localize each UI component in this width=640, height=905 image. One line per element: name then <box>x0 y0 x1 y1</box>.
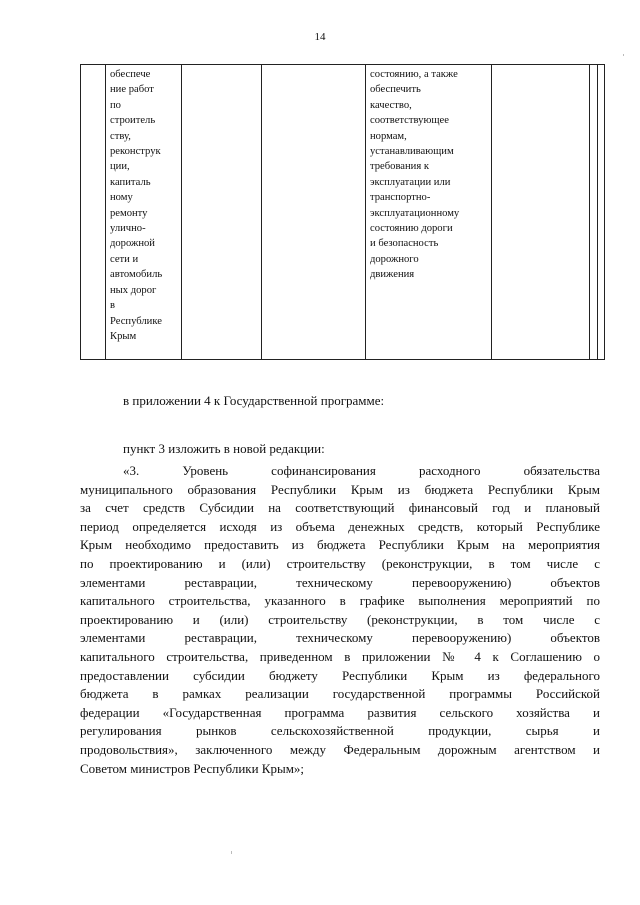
table-cell-line: ному <box>110 192 133 204</box>
table-cell-line: обеспече <box>110 69 151 80</box>
table-column-divider <box>181 65 182 359</box>
table-cell-line: нормам, <box>370 130 407 142</box>
page-number: 14 <box>314 31 326 43</box>
table-cell-line: сети и <box>110 253 139 265</box>
amendment-paragraph <box>80 462 600 778</box>
table-cell-line: ных дорог <box>110 284 157 296</box>
table-cell-line: и безопасность <box>370 238 439 250</box>
table-cell-line: автомобиль <box>110 269 163 281</box>
paragraph-line: Советом министров Республики Крым»; <box>80 760 305 776</box>
table-cell-line: устанавливающим <box>370 146 454 158</box>
table-cell-line: ции, <box>110 161 130 173</box>
table-column-divider <box>105 65 106 359</box>
table-cell-requirements <box>370 67 488 283</box>
table-cell-line: дорожной <box>110 238 155 250</box>
table-cell-line: соответствующее <box>370 115 449 127</box>
paragraph-line: элементами реставрации, техническому перевооружению) объектов <box>80 574 600 590</box>
table-cell-line: требования к <box>370 161 430 173</box>
table-cell-line: Крым <box>110 330 137 342</box>
table-cell-object-description <box>110 67 176 344</box>
paragraph-line: проектированию и (или) строительству (реконструкции, в том числе с <box>80 611 600 627</box>
table-column-divider <box>261 65 262 359</box>
scan-artifact <box>231 851 232 854</box>
table-fragment <box>80 64 605 360</box>
table-cell-line: дорожного <box>370 253 419 265</box>
paragraph-line: капитального строительства, указанного в графике выполнения мероприятий по <box>80 593 600 609</box>
paragraph-line: регулирования рынков сельскохозяйственной продукции, сырья и <box>80 723 600 739</box>
table-cell-line: качество, <box>370 99 412 111</box>
table-cell-line: ству, <box>110 130 131 142</box>
table-cell-line: улично- <box>110 223 146 235</box>
table-column-divider <box>491 65 492 359</box>
paragraph-line: за счет средств Субсидии на соответствующий финансовый год и плановый <box>80 500 600 516</box>
table-cell-line: Республике <box>110 315 162 327</box>
paragraph-line: федерации «Государственная программа развития сельского хозяйства и <box>80 704 600 720</box>
paragraph-line: по проектированию и (или) строительству (реконструкции, в том числе с <box>80 555 600 571</box>
table-cell-line: эксплуатации или <box>370 176 451 188</box>
table-cell-line: по <box>110 99 121 111</box>
scan-artifact <box>623 54 624 56</box>
table-cell-line: ремонту <box>110 207 148 219</box>
paragraph-line: бюджета в рамках реализации государственной программы Российской <box>80 686 600 702</box>
table-cell-line: движения <box>370 269 415 281</box>
instruction-line: пункт 3 изложить в новой редакции: <box>123 441 325 456</box>
table-cell-line: транспортно- <box>370 192 431 204</box>
table-cell-line: в <box>110 300 116 312</box>
table-cell-line: строитель <box>110 115 156 127</box>
table-column-divider <box>589 65 590 359</box>
table-cell-line: ние работ <box>110 84 154 96</box>
paragraph-line: элементами реставрации, техническому перевооружению) объектов <box>80 630 600 646</box>
paragraph-line: «3. Уровень софинансирования расходного обязательства <box>123 463 600 478</box>
table-cell-line: капиталь <box>110 176 151 188</box>
paragraph-line: предоставлении субсидии бюджету Республики Крым из федерального <box>80 667 600 683</box>
table-cell-line: эксплуатационному <box>370 207 460 219</box>
table-column-divider <box>365 65 366 359</box>
table-cell-line: реконструк <box>110 146 161 158</box>
paragraph-line: муниципального образования Республики Крым из бюджета Республики Крым <box>80 481 600 497</box>
paragraph-line: продовольствия», заключенного между Федеральным дорожным агентством и <box>80 741 600 757</box>
table-cell-line: состоянию, а также <box>370 69 458 80</box>
paragraph-line: капитального строительства, приведенном в приложении № 4 к Соглашению о <box>80 648 600 664</box>
table-column-divider <box>597 65 598 359</box>
paragraph-line: период определяется исходя из объема денежных средств, который Республике <box>80 518 600 534</box>
intro-line: в приложении 4 к Государственной программе: <box>123 393 385 408</box>
table-cell-line: обеспечить <box>370 84 421 96</box>
table-cell-line: состоянию дороги <box>370 223 453 235</box>
paragraph-line: Крым необходимо предоставить из бюджета Республики Крым на мероприятия <box>80 537 600 553</box>
